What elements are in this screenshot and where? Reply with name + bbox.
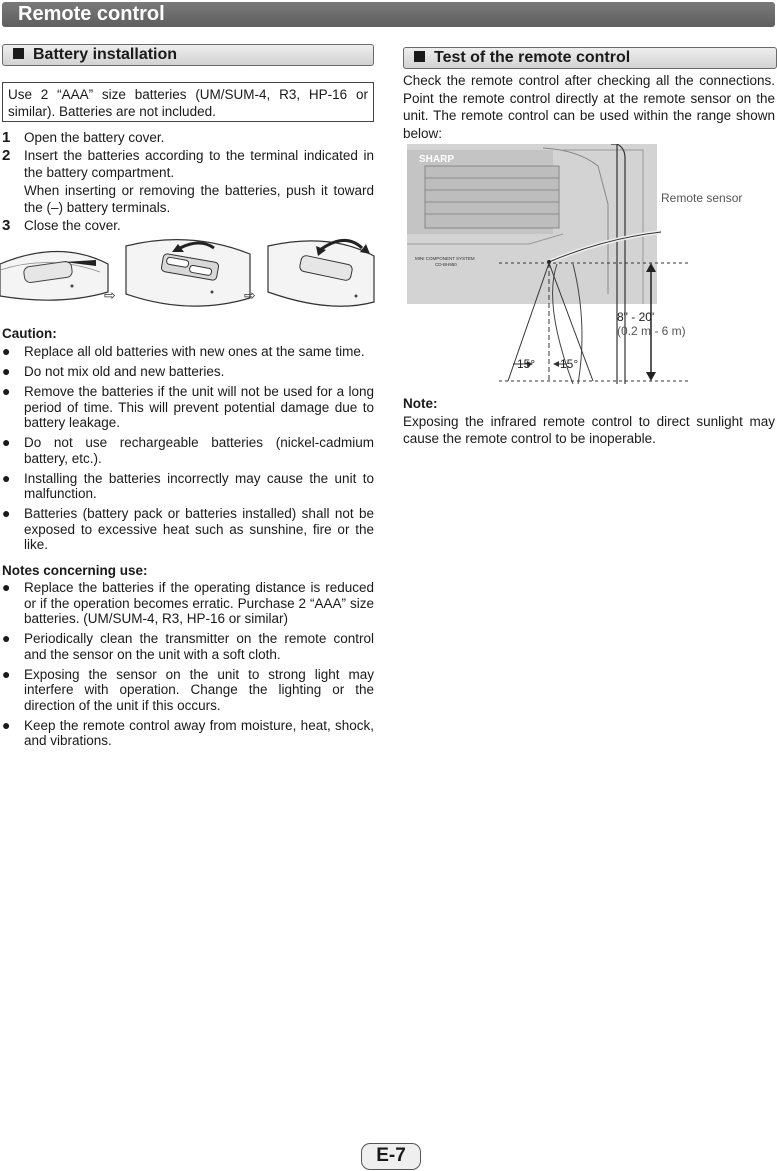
arrow-icon: ⇨: [104, 287, 116, 303]
list-item: [2, 631, 374, 662]
caution-heading: Caution:: [2, 326, 57, 341]
list-item-text: Batteries (battery pack or batteries installed) shall not be exposed to excessive heat such as sunshine, fire or the like.: [24, 506, 374, 552]
bullet-dot-icon: ●: [2, 665, 11, 682]
list-item: [2, 667, 374, 714]
distance-label: 8" - 20': [617, 310, 655, 324]
list-item: [2, 384, 374, 431]
caution-list: [2, 344, 374, 557]
remote-range-diagram: [403, 144, 777, 388]
square-bullet-icon: [414, 51, 425, 62]
list-item: [2, 344, 374, 360]
bullet-dot-icon: ●: [2, 579, 11, 595]
list-item: [2, 471, 374, 502]
test-heading-text: Test of the remote control: [434, 49, 631, 66]
distance-metric-label: (0.2 m - 6 m): [617, 324, 686, 338]
step-2-body: [24, 147, 374, 217]
list-item: [2, 580, 374, 627]
page-title: Remote control: [18, 3, 165, 25]
bullet-dot-icon: ●: [2, 630, 11, 646]
battery-steps: [2, 129, 374, 234]
page-header: [2, 2, 775, 27]
list-item: [2, 435, 374, 466]
step-1: [2, 129, 374, 147]
list-item: [2, 506, 374, 553]
page-number: E-7: [361, 1143, 421, 1170]
list-item-text: Exposing the sensor on the unit to strong light may interfere with operation. Change the lighting or the direction of the unit if this occurs.: [24, 666, 374, 713]
bullet-dot-icon: ●: [2, 469, 11, 486]
notes-heading: Notes concerning use:: [2, 563, 148, 578]
notes-list: [2, 580, 374, 753]
step-number: 3: [2, 216, 11, 234]
note-text: Exposing the infrared remote control to direct sunlight may cause the remote control to be inoperable.: [403, 414, 775, 446]
list-item: [2, 364, 374, 380]
note-heading: Note:: [403, 396, 438, 411]
step-extra-text: When inserting or removing the batteries, push it toward the (–) battery terminals.: [24, 182, 374, 215]
list-item-text: Remove the batteries if the unit will not be used for a long period of time. This will prevent potential damage due to battery leakage.: [24, 384, 374, 430]
bullet-dot-icon: ●: [2, 716, 11, 733]
remote-close-cover-figure: [268, 240, 374, 306]
step-number: 1: [2, 129, 11, 146]
step-text: Open the battery cover.: [24, 130, 165, 145]
square-bullet-icon: [13, 48, 24, 59]
unit-model-line-1: MINI COMPONENT SYSTEM: [415, 256, 475, 261]
step-text: Insert the batteries according to the terminal indicated in the battery compartment.: [24, 147, 374, 180]
remote-sensor-label: Remote sensor: [661, 191, 743, 205]
battery-heading-text: Battery installation: [33, 46, 178, 63]
bullet-dot-icon: ●: [2, 343, 11, 359]
step-2: [2, 147, 374, 217]
remote-open-cover-figure: [0, 252, 108, 301]
bullet-dot-icon: ●: [2, 505, 11, 521]
list-item-text: Replace the batteries if the operating distance is reduced or if the operation becomes erratic. Purchase 2 “AAA” size batteries. (UM/SUM-4, R3, HP-16 or similar): [24, 580, 374, 626]
list-item-text: Replace all old batteries with new ones at the same time.: [24, 344, 365, 359]
list-item-text: Installing the batteries incorrectly may cause the unit to malfunction.: [24, 470, 374, 501]
list-item-text: Do not mix old and new batteries.: [24, 364, 225, 379]
unit-model-line-2: CD-BH950: [435, 262, 457, 267]
brand-logo-text: SHARP: [419, 154, 455, 165]
angle-left-label: 15°: [517, 357, 536, 371]
list-item-text: Keep the remote control away from moisture, heat, shock, and vibrations.: [24, 717, 374, 748]
bullet-dot-icon: ●: [2, 383, 11, 399]
battery-section-heading: [2, 44, 374, 66]
battery-boxed-note: Use 2 “AAA” size batteries (UM/SUM-4, R3, HP-16 or similar). Batteries are not included.: [2, 82, 374, 122]
step-3: [2, 217, 374, 235]
arrow-icon: ⇨: [244, 287, 256, 303]
remote-insert-batteries-figure: [126, 240, 250, 307]
step-text: Close the cover.: [24, 217, 121, 233]
list-item-text: Periodically clean the transmitter on the remote control and the sensor on the unit with a soft cloth.: [24, 631, 374, 662]
bullet-dot-icon: ●: [2, 434, 11, 450]
angle-right-label: 15°: [560, 357, 579, 371]
test-section-heading: [403, 47, 777, 69]
list-item: [2, 718, 374, 749]
battery-illustration: [0, 234, 376, 316]
list-item-text: Do not use rechargeable batteries (nickel-cadmium battery, etc.).: [24, 435, 374, 466]
bullet-dot-icon: ●: [2, 363, 11, 379]
step-number: 2: [2, 146, 11, 164]
test-intro-text: Check the remote control after checking all the connections. Point the remote control directly at the remote sensor on the unit. The remote control can be used within the range shown below:: [403, 73, 775, 141]
